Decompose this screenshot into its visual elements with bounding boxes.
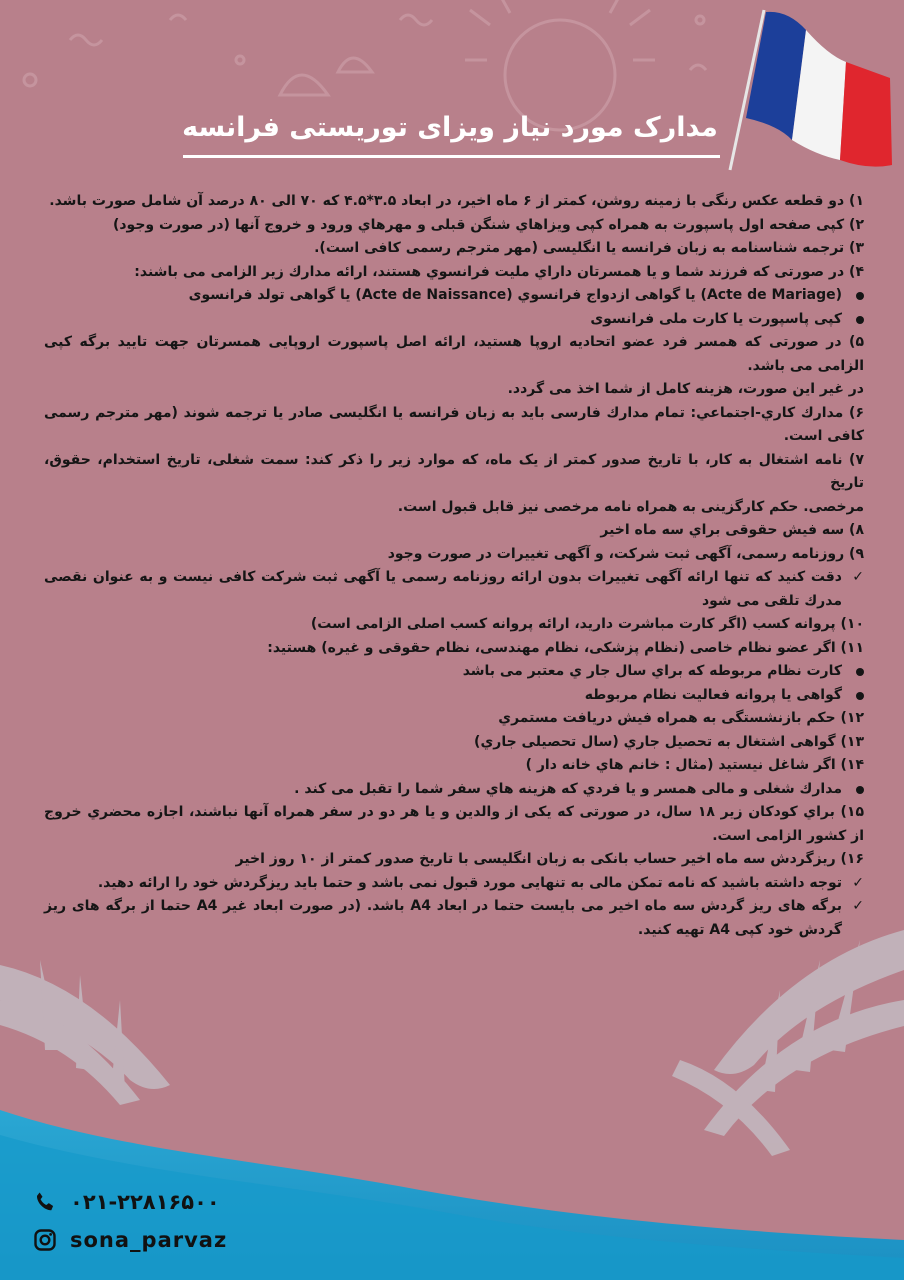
list-item: ۷) نامه اشتغال به کار، با تاریخ صدور کمتر از یک ماه، که موارد زیر را ذکر کند: سمت شغلی، تاریخ استخدام، حقوق، تاریخ: [44, 451, 864, 491]
list-item: ۱۴) اگر شاغل نیستید (مثال : خانم هاي خانه دار ): [525, 757, 864, 773]
list-item: ۱۳) گواهی اشتغال به تحصیل جاري (سال تحصیلی جاري): [474, 733, 864, 750]
list-item: ۸) سه فیش حقوقی براي سه ماه اخیر: [600, 522, 864, 538]
instagram-contact[interactable]: [32, 1227, 227, 1253]
bullet-item: کارت نظام مربوطه که براي سال جار ي معتبر می باشد: [44, 660, 864, 684]
check-item: ✓ برگه های ریز گردش سه ماه اخیر می بایست حتما در ابعاد A4 باشد. (در صورت ابعاد غیر A4 حتما از برگه های ریز گردش خود کپی A4 تهیه کنید.: [44, 895, 864, 942]
list-item: ۹) روزنامه رسمی، آگهی ثبت شرکت، و آگهی تغییرات در صورت وجود: [387, 545, 864, 562]
requirements-list: [44, 190, 864, 942]
list-item: ۱۶) ریزگردش سه ماه اخیر حساب بانکی به زبان انگلیسی با تاریخ صدور کمتر از ۱۰ روز اخیر: [235, 851, 864, 867]
phone-number: ۰۲۱-۲۲۸۱۶۵۰۰: [70, 1190, 220, 1214]
list-note: در غیر این صورت، هزینه کامل از شما اخذ می گردد.: [507, 381, 864, 397]
instagram-icon: [32, 1227, 58, 1253]
list-item: ۱۵) براي کودکان زیر ۱۸ سال، در صورتی که یکی از والدین و یا هر دو در سفر همراه آنها نباشند، اجازه محضري خروج از کشور الزامی است.: [44, 804, 864, 844]
instagram-handle: sona_parvaz: [70, 1228, 228, 1252]
list-item: ۱۲) حکم بازنشستگی به همراه فیش دریافت مستمري: [498, 710, 864, 726]
bullet-item: مدارك شغلی و مالی همسر و یا فردي که هزینه هاي سفر شما را تقبل می کند .: [44, 778, 864, 802]
list-note: مرخصی. حکم کارگزینی به همراه نامه مرخصی نیز قابل قبول است.: [397, 498, 864, 515]
list-item: ۵) در صورتی که همسر فرد عضو اتحادیه اروپا هستید، ارائه اصل پاسپورت اروپایی همسرتان جهت تایید برگه کپی الزامی می باشد.: [44, 334, 864, 374]
phone-contact[interactable]: [32, 1189, 220, 1215]
list-item: ۱) دو قطعه عکس رنگی با زمینه روشن، کمتر از ۶ ماه اخیر، در ابعاد ۳.۵*۴.۵ که ۷۰ الی ۸۰ درصد آن شامل صورت باشد.: [49, 193, 864, 209]
title-underline: [183, 155, 720, 158]
bullet-item: (Acte de Mariage) یا گواهی ازدواج فرانسوي (Acte de Naissance) یا گواهی تولد فرانسوی: [44, 284, 864, 308]
bullet-item: گواهی یا پروانه فعالیت نظام مربوطه: [44, 684, 864, 708]
list-item: ۳) ترجمه شناسنامه به زبان فرانسه یا انگلیسی (مهر مترجم رسمی کافی است).: [314, 240, 864, 256]
phone-icon: [32, 1189, 58, 1215]
list-item: ۲) کپی صفحه اول پاسپورت به همراه کپی ویزاهاي شنگن قبلی و مهرهاي ورود و خروج آنها (در صورت وجود): [112, 216, 864, 233]
page-title: مدارک مورد نیاز ویزای توریستی فرانسه: [182, 112, 718, 143]
check-item: ✓ دقت کنید که تنها ارائه آگهی تغییرات بدون ارائه روزنامه رسمی یا آگهی ثبت شرکت کافی نیست و به عنوان نقصی مدرك تلقی می شود: [44, 566, 864, 613]
check-item: ✓ توجه داشته باشید که نامه تمکن مالی به تنهایی مورد قبول نمی باشد و حتما باید ریزگردش خود را ارائه دهید.: [44, 872, 864, 896]
list-item: ۱۱) اگر عضو نظام خاصی (نظام پزشکی، نظام مهندسی، نظام حقوقی و غیره) هستید:: [267, 639, 864, 656]
list-item: ۴) در صورتی که فرزند شما و یا همسرتان داراي ملیت فرانسوي هستند، ارائه مدارك زیر الزامی می باشند:: [134, 263, 864, 280]
bullet-item: کپی پاسپورت یا کارت ملی فرانسوی: [44, 308, 864, 332]
list-item: ۱۰) پروانه کسب (اگر کارت مباشرت دارید، ارائه پروانه کسب اصلی الزامی است): [310, 616, 864, 632]
list-item: ۶) مدارك كاري-اجتماعي: تمام مدارك فارسی باید به زبان فرانسه یا انگلیسی صادر یا ترجمه شوند (مهر مترجم رسمی کافی است.: [44, 404, 864, 444]
france-flag-icon: [728, 0, 904, 175]
